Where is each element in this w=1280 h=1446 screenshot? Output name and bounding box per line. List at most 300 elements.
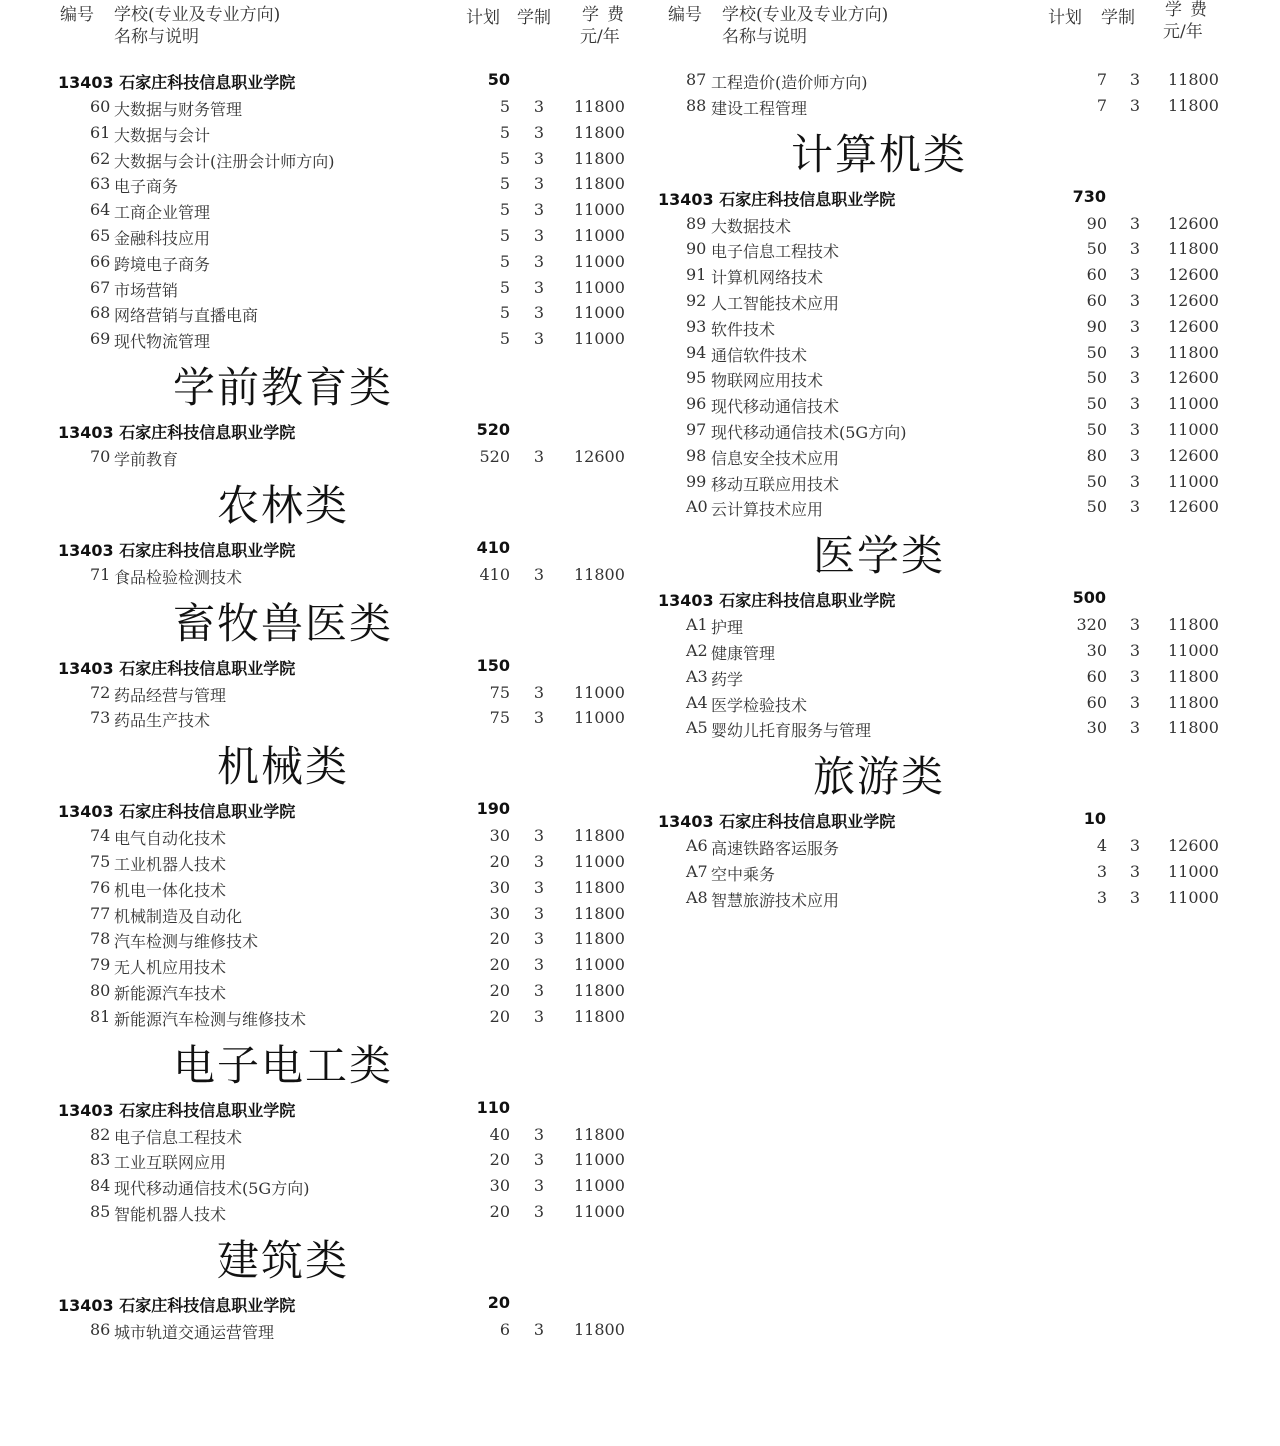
major-name: 现代移动通信技术 (711, 397, 840, 417)
major-plan: 5 (499, 200, 510, 220)
major-plan: 20 (489, 1201, 510, 1221)
major-fee: 11000 (574, 225, 625, 245)
major-fee: 11800 (1168, 342, 1219, 362)
major-code: 92 (686, 290, 707, 310)
major-code: 84 (90, 1176, 111, 1196)
table-header (0, 0, 632, 66)
major-years: 3 (533, 225, 545, 245)
major-fee: 11000 (574, 277, 625, 297)
major-plan: 50 (1086, 394, 1107, 414)
major-fee: 11000 (574, 1176, 625, 1196)
major-plan: 30 (489, 1176, 510, 1196)
major-name: 药品生产技术 (114, 711, 211, 731)
school-name (58, 70, 295, 93)
major-years: 3 (533, 446, 545, 466)
major-code: 82 (90, 1124, 111, 1144)
header-plan: 计划 (1048, 8, 1082, 28)
table-row (0, 197, 625, 223)
major-name: 建设工程管理 (711, 98, 808, 118)
major-code: 65 (90, 225, 111, 245)
table-header (598, 0, 1218, 66)
school-code: 13403 (58, 1295, 114, 1315)
major-plan: 320 (1076, 615, 1107, 635)
category-title: 医学类 (812, 531, 945, 581)
major-plan: 410 (479, 564, 510, 584)
school-name (58, 1098, 295, 1121)
table-row (0, 223, 625, 249)
table-row (598, 236, 1218, 262)
table-row (0, 875, 625, 901)
school-total-plan: 410 (476, 537, 510, 557)
major-years: 3 (533, 955, 545, 975)
school-row (0, 652, 620, 680)
major-code: A8 (686, 887, 708, 907)
major-name: 高速铁路客运服务 (711, 839, 840, 859)
major-code: 96 (686, 394, 707, 414)
major-code: A2 (686, 640, 708, 660)
major-plan: 20 (489, 929, 510, 949)
major-fee: 11800 (574, 564, 625, 584)
table-row (0, 1147, 625, 1173)
major-name: 市场营销 (114, 280, 179, 300)
school-title: 石家庄科技信息职业学院 (719, 591, 896, 611)
major-code: 69 (90, 329, 111, 349)
major-fee: 12600 (1168, 265, 1219, 285)
major-years: 3 (1129, 718, 1141, 738)
major-fee: 11000 (1168, 471, 1219, 491)
table-row (0, 680, 625, 706)
major-name: 大数据与财务管理 (114, 100, 243, 119)
major-name: 新能源汽车检测与维修技术 (114, 1009, 307, 1029)
table-row (0, 1004, 625, 1030)
major-years: 3 (533, 980, 545, 1000)
major-years: 3 (533, 1006, 545, 1026)
header-code: 编号 (668, 5, 702, 25)
school-code: 13403 (58, 1100, 114, 1120)
major-plan: 50 (1086, 419, 1107, 439)
major-name: 物联网应用技术 (711, 371, 824, 391)
school-title: 石家庄科技信息职业学院 (719, 189, 896, 209)
major-years: 3 (533, 682, 545, 702)
major-code: 64 (90, 200, 111, 220)
major-years: 3 (533, 148, 545, 168)
major-years: 3 (1129, 615, 1141, 635)
school-name (58, 1293, 295, 1316)
major-code: 68 (90, 303, 111, 323)
major-code: 87 (686, 70, 707, 89)
table-row (0, 275, 625, 301)
major-code: 74 (90, 826, 111, 846)
school-row (598, 183, 1218, 211)
major-fee: 11000 (1168, 419, 1219, 439)
major-fee: 11000 (1168, 394, 1219, 414)
school-row (0, 66, 620, 94)
major-years: 3 (1129, 419, 1141, 439)
major-fee: 11800 (574, 903, 625, 923)
table-row (0, 823, 625, 849)
major-name: 智慧旅游技术应用 (711, 890, 840, 910)
table-row (0, 705, 625, 731)
major-plan: 5 (499, 225, 510, 245)
major-fee: 11000 (574, 303, 625, 323)
major-fee: 11000 (574, 708, 625, 728)
school-code: 13403 (658, 812, 714, 832)
table-row (0, 444, 625, 470)
major-years: 3 (533, 277, 545, 297)
major-years: 3 (533, 929, 545, 949)
school-total-plan: 190 (476, 799, 510, 819)
major-code: A6 (686, 836, 708, 856)
major-years: 3 (1129, 265, 1141, 285)
right-column (598, 0, 1218, 911)
major-name: 新能源汽车技术 (114, 983, 227, 1003)
major-name: 跨境电子商务 (114, 254, 211, 274)
major-code: A5 (686, 718, 708, 738)
major-plan: 7 (1096, 95, 1107, 115)
major-years: 3 (1129, 861, 1141, 881)
major-plan: 520 (479, 446, 510, 466)
major-code: 98 (686, 445, 707, 465)
major-code: 97 (686, 419, 707, 439)
major-years: 3 (533, 1319, 545, 1339)
major-years: 3 (1129, 497, 1141, 517)
right-sections (598, 66, 1218, 911)
table-row (598, 833, 1218, 859)
major-name: 机械制造及自动化 (114, 906, 243, 926)
major-name: 信息安全技术应用 (711, 448, 840, 468)
school-title: 石家庄科技信息职业学院 (119, 540, 296, 560)
header-years: 学制 (517, 8, 551, 28)
school-title: 石家庄科技信息职业学院 (119, 658, 296, 678)
major-code: 94 (686, 342, 707, 362)
header-fee: 学费 (582, 5, 632, 25)
major-name: 无人机应用技术 (114, 958, 227, 978)
table-row (0, 1173, 625, 1199)
major-name: 金融科技应用 (114, 228, 211, 248)
table-row (0, 120, 625, 146)
table-row (598, 859, 1218, 885)
major-years: 3 (533, 564, 545, 584)
school-code: 13403 (58, 802, 114, 822)
school-name (58, 420, 295, 443)
table-row (598, 664, 1218, 690)
table-row (0, 562, 625, 588)
table-row (598, 340, 1218, 366)
major-name: 药品经营与管理 (114, 685, 227, 705)
major-plan: 50 (1086, 471, 1107, 491)
header-fee: 学费 (1165, 0, 1215, 20)
major-code: 67 (90, 277, 111, 297)
major-fee: 11000 (574, 329, 625, 349)
category-section (0, 360, 625, 470)
major-fee: 11800 (574, 1319, 625, 1339)
header-plan: 计划 (466, 8, 500, 28)
major-plan: 4 (1096, 836, 1107, 856)
major-name: 计算机网络技术 (711, 268, 824, 288)
table-row (598, 417, 1218, 443)
major-plan: 5 (499, 97, 510, 116)
school-code: 13403 (58, 422, 114, 442)
school-code: 13403 (658, 189, 714, 209)
major-fee: 12600 (1168, 497, 1219, 517)
major-name: 药学 (711, 669, 744, 689)
major-plan: 30 (489, 877, 510, 897)
school-total-plan: 10 (1083, 809, 1106, 829)
major-years: 3 (533, 826, 545, 846)
major-plan: 20 (489, 955, 510, 975)
major-fee: 12600 (1168, 213, 1219, 233)
major-code: 60 (90, 97, 111, 116)
major-years: 3 (533, 97, 545, 116)
school-row (0, 416, 620, 444)
table-row (0, 901, 625, 927)
major-years: 3 (533, 903, 545, 923)
major-plan: 30 (1086, 640, 1107, 660)
major-fee: 11800 (574, 826, 625, 846)
major-years: 3 (1129, 887, 1141, 907)
category-title: 机械类 (216, 742, 349, 792)
category-section (598, 749, 1218, 910)
major-name: 移动互联应用技术 (711, 474, 840, 494)
school-code: 13403 (658, 591, 714, 611)
school-row (0, 1094, 620, 1122)
category-section (0, 1038, 625, 1225)
major-plan: 20 (489, 851, 510, 871)
table-row (598, 690, 1218, 716)
table-row (598, 443, 1218, 469)
major-fee: 11800 (574, 929, 625, 949)
major-name: 城市轨道交通运营管理 (114, 1322, 275, 1342)
school-total-plan: 110 (476, 1097, 510, 1117)
major-name: 汽车检测与维修技术 (114, 932, 259, 952)
school-name (58, 656, 295, 679)
major-fee: 11800 (1168, 692, 1219, 712)
major-name: 通信软件技术 (711, 345, 808, 365)
major-plan: 50 (1086, 368, 1107, 388)
major-code: 91 (686, 265, 707, 285)
major-name: 机电一体化技术 (114, 880, 227, 900)
major-code: A3 (686, 666, 708, 686)
major-name: 工商企业管理 (114, 203, 211, 223)
major-years: 3 (533, 329, 545, 349)
major-years: 3 (1129, 213, 1141, 233)
category-section (0, 739, 625, 1029)
table-row (0, 1199, 625, 1225)
major-code: 90 (686, 239, 707, 259)
major-fee: 11800 (1168, 718, 1219, 738)
major-fee: 11800 (1168, 70, 1219, 89)
major-fee: 11000 (1168, 861, 1219, 881)
major-plan: 7 (1096, 70, 1107, 89)
major-code: 79 (90, 955, 111, 975)
major-years: 3 (533, 1201, 545, 1221)
school-code: 13403 (58, 540, 114, 560)
table-row (0, 978, 625, 1004)
school-code: 13403 (58, 73, 114, 92)
major-plan: 90 (1086, 213, 1107, 233)
major-years: 3 (1129, 445, 1141, 465)
major-name: 工业互联网应用 (114, 1153, 227, 1173)
school-title: 石家庄科技信息职业学院 (119, 1100, 296, 1120)
major-years: 3 (533, 1150, 545, 1170)
table-row (0, 849, 625, 875)
school-title: 石家庄科技信息职业学院 (719, 812, 896, 832)
major-years: 3 (533, 303, 545, 323)
major-fee: 11800 (1168, 666, 1219, 686)
major-plan: 20 (489, 1006, 510, 1026)
table-row (598, 365, 1218, 391)
school-title: 石家庄科技信息职业学院 (119, 1295, 296, 1315)
header-fee-unit: 元/年 (580, 27, 620, 47)
major-code: 63 (90, 174, 111, 194)
major-years: 3 (1129, 95, 1141, 115)
table-row (598, 67, 1218, 93)
major-plan: 60 (1086, 290, 1107, 310)
major-name: 电子商务 (114, 177, 179, 197)
table-row (598, 885, 1218, 911)
table-row (598, 638, 1218, 664)
school-name (658, 187, 895, 210)
category-section (0, 1233, 625, 1343)
major-code: A4 (686, 692, 708, 712)
major-fee: 11800 (574, 122, 625, 142)
major-plan: 75 (489, 682, 510, 702)
major-name: 电子信息工程技术 (114, 1127, 243, 1147)
major-name: 网络营销与直播电商 (114, 306, 259, 326)
major-years: 3 (1129, 239, 1141, 259)
major-plan: 20 (489, 980, 510, 1000)
major-plan: 6 (499, 1319, 510, 1339)
major-code: A0 (686, 497, 708, 517)
school-total-plan: 20 (487, 1292, 510, 1312)
major-years: 3 (1129, 836, 1141, 856)
major-name: 工业机器人技术 (114, 854, 227, 874)
major-plan: 3 (1096, 887, 1107, 907)
major-plan: 60 (1086, 265, 1107, 285)
major-code: 85 (90, 1201, 111, 1221)
major-code: 93 (686, 316, 707, 336)
school-name (658, 588, 895, 611)
major-fee: 11000 (574, 851, 625, 871)
major-name: 大数据技术 (711, 216, 792, 236)
major-name: 人工智能技术应用 (711, 293, 840, 313)
major-fee: 11800 (574, 97, 625, 116)
major-years: 3 (533, 708, 545, 728)
major-plan: 60 (1086, 692, 1107, 712)
category-title: 学前教育类 (172, 362, 393, 412)
school-row (0, 534, 620, 562)
major-name: 护理 (711, 618, 744, 638)
major-code: A1 (686, 615, 708, 635)
major-name: 食品检验检测技术 (114, 567, 243, 587)
major-years: 3 (1129, 471, 1141, 491)
major-name: 大数据与会计 (114, 125, 211, 145)
major-code: 77 (90, 903, 111, 923)
major-fee: 11000 (1168, 887, 1219, 907)
major-fee: 12600 (1168, 836, 1219, 856)
major-plan: 5 (499, 251, 510, 271)
major-years: 3 (1129, 368, 1141, 388)
major-years: 3 (533, 122, 545, 142)
major-years: 3 (1129, 692, 1141, 712)
major-plan: 30 (489, 903, 510, 923)
major-years: 3 (1129, 316, 1141, 336)
table-row (598, 612, 1218, 638)
major-fee: 11000 (1168, 640, 1219, 660)
major-years: 3 (533, 174, 545, 194)
table-row (0, 94, 625, 120)
major-code: 83 (90, 1150, 111, 1170)
major-name: 婴幼儿托育服务与管理 (711, 721, 872, 741)
table-row (598, 262, 1218, 288)
major-fee: 11800 (574, 1006, 625, 1026)
major-code: 95 (686, 368, 707, 388)
school-name (58, 538, 295, 561)
school-title: 石家庄科技信息职业学院 (119, 422, 296, 442)
left-sections (0, 66, 625, 1343)
major-name: 空中乘务 (711, 864, 776, 884)
major-code: 73 (90, 708, 111, 728)
major-fee: 12600 (1168, 290, 1219, 310)
major-name: 健康管理 (711, 643, 776, 663)
table-row (0, 952, 625, 978)
school-total-plan: 500 (1072, 588, 1106, 608)
left-column (0, 0, 632, 1343)
category-section (0, 596, 625, 732)
major-fee: 11000 (574, 251, 625, 271)
table-row (598, 288, 1218, 314)
table-row (0, 926, 625, 952)
school-total-plan: 520 (476, 419, 510, 439)
major-years: 3 (533, 251, 545, 271)
major-fee: 12600 (574, 446, 625, 466)
school-title: 石家庄科技信息职业学院 (119, 73, 296, 92)
table-row (0, 146, 625, 172)
major-plan: 5 (499, 174, 510, 194)
major-name: 现代移动通信技术(5G方向) (711, 422, 907, 442)
category-title: 建筑类 (216, 1235, 349, 1285)
school-row (0, 1289, 620, 1317)
header-name-note: 名称与说明 (114, 27, 199, 47)
major-fee: 11800 (574, 877, 625, 897)
major-fee: 11000 (574, 682, 625, 702)
category-section (0, 66, 625, 352)
major-fee: 11800 (574, 1124, 625, 1144)
major-fee: 11800 (574, 148, 625, 168)
major-fee: 12600 (1168, 316, 1219, 336)
category-title: 农林类 (216, 480, 349, 530)
header-name: 学校(专业及专业方向) (114, 5, 281, 25)
table-row (598, 715, 1218, 741)
major-plan: 30 (489, 826, 510, 846)
major-name: 云计算技术应用 (711, 500, 824, 520)
header-fee-unit: 元/年 (1163, 22, 1203, 42)
major-fee: 11800 (1168, 615, 1219, 635)
major-years: 3 (1129, 290, 1141, 310)
category-section (598, 66, 1218, 119)
major-fee: 12600 (1168, 445, 1219, 465)
table-row (0, 300, 625, 326)
major-years: 3 (533, 1176, 545, 1196)
major-code: 80 (90, 980, 111, 1000)
major-name: 软件技术 (711, 319, 776, 339)
major-code: 86 (90, 1319, 111, 1339)
major-code: A7 (686, 861, 708, 881)
major-years: 3 (533, 200, 545, 220)
school-row (598, 805, 1218, 833)
major-fee: 11800 (574, 174, 625, 194)
major-plan: 50 (1086, 239, 1107, 259)
